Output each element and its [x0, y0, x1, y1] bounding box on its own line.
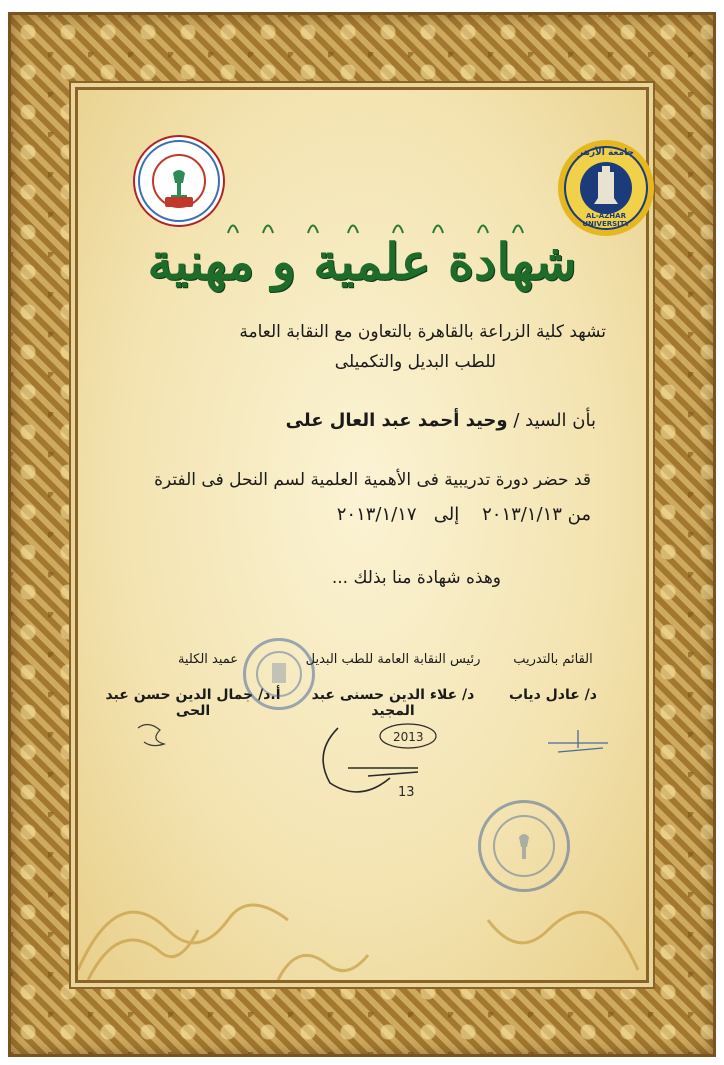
date-line [78, 504, 646, 525]
date-to: ٢٠١٣/١/١٧ [336, 504, 417, 525]
bottom-floral-ornament [78, 850, 646, 980]
certificate-frame [8, 12, 716, 1057]
dean-name: أ.د/ جمال الدين حسن عبد الحى [105, 687, 281, 719]
recipient-name: وحيد أحمد عبد العال على [285, 410, 508, 431]
syndicate-head-role: رئيس النقابة العامة للطب البديل [305, 652, 481, 667]
syndicate-head-name: د/ علاء الدين حسنى عبد المجيد [311, 687, 475, 719]
date-to-label: إلى [433, 504, 460, 525]
blue-stamp-seal [243, 638, 315, 710]
logo-arabic-text: جامعة الأزهر [578, 148, 634, 158]
al-azhar-university-logo [558, 140, 654, 236]
date-from-label: من [567, 504, 591, 525]
logo-english-text: AL-AZHAR UNIVERSITY [582, 212, 630, 228]
trainer-role: القائم بالتدريب [513, 652, 593, 667]
certificate-parchment [78, 90, 646, 980]
trainer-signature-block [468, 652, 638, 703]
issuer-line: تشهد كلية الزراعة بالقاهرة بالتعاون مع النقابة العامة [239, 322, 606, 342]
closing-line: وهذه شهادة منا بذلك ... [331, 568, 501, 588]
course-line: قد حضر دورة تدريبية فى الأهمية العلمية لسم النحل فى الفترة [154, 470, 591, 490]
handwritten-year: 2013 [393, 730, 424, 744]
issuer-line-2: للطب البديل والتكميلى [334, 352, 496, 372]
handwritten-day: 13 [398, 785, 415, 800]
date-from: ٢٠١٣/١/١٣ [482, 504, 562, 525]
trainer-name: د/ عادل دياب [509, 687, 597, 703]
certificate-title: شهادة علمية و مهنية [147, 232, 577, 291]
dean-role: عميد الكلية [177, 652, 239, 667]
recipient-prefix: بأن السيد / [513, 410, 596, 431]
recipient-line [78, 410, 646, 431]
syndicate-head-signature-block [303, 652, 483, 719]
